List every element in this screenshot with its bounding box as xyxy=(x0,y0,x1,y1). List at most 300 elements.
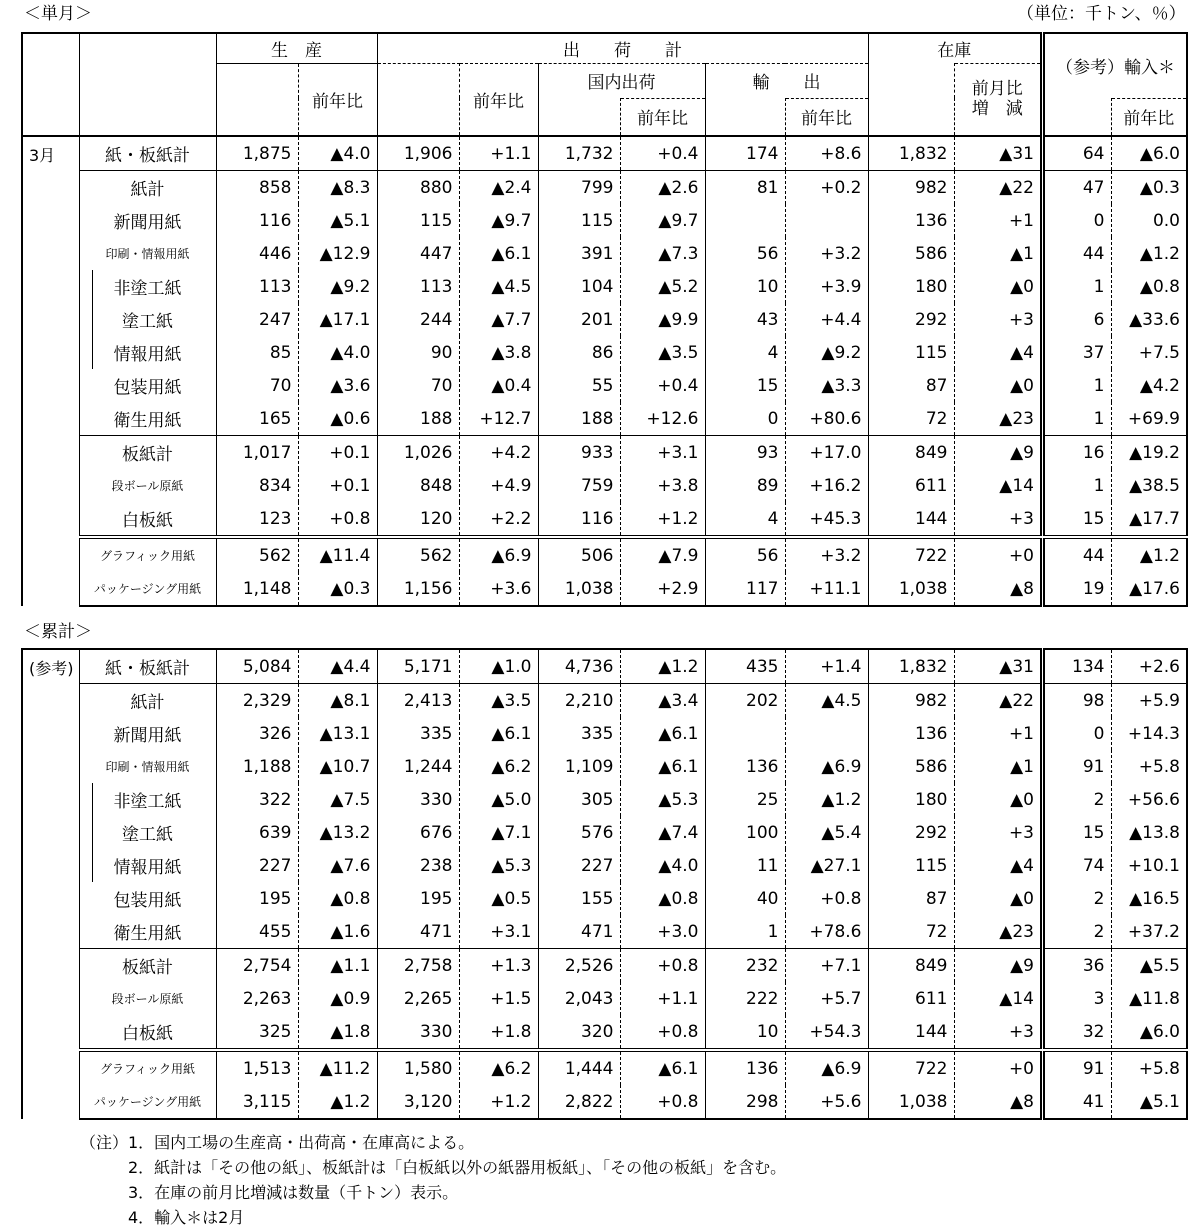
import-row xyxy=(1044,171,1187,205)
table-cell: ▲4.4 xyxy=(298,649,377,684)
table-cell: +4.2 xyxy=(459,436,538,470)
import-cell: 1 xyxy=(1044,270,1111,303)
row-label: 塗工紙 xyxy=(79,816,216,849)
table-row xyxy=(22,1085,1041,1119)
table-row xyxy=(22,649,1041,684)
row-label: 情報用紙 xyxy=(79,336,216,369)
table-cell: 1,017 xyxy=(216,436,298,470)
table-cell xyxy=(705,204,785,237)
import-cell: 32 xyxy=(1044,1015,1111,1050)
table-cell: ▲4.5 xyxy=(459,270,538,303)
table-cell: 100 xyxy=(705,816,785,849)
note-3: 3．在庫の前月比増減は数量（千トン）表示。 xyxy=(128,1183,459,1202)
table-row xyxy=(22,369,1041,402)
import-row xyxy=(1044,783,1187,816)
table-cell: 849 xyxy=(868,949,954,983)
table-cell: 4 xyxy=(705,336,785,369)
table-cell: +12.6 xyxy=(620,402,705,436)
table-cell: 982 xyxy=(868,684,954,718)
table-cell: ▲5.0 xyxy=(459,783,538,816)
table-cell: +2.2 xyxy=(459,502,538,537)
table-cell: +0.8 xyxy=(620,1085,705,1119)
import-row xyxy=(1044,303,1187,336)
table-cell: 195 xyxy=(377,882,459,915)
import-cell: ▲5.5 xyxy=(1111,949,1187,983)
table-row xyxy=(22,537,1041,572)
table-cell: 320 xyxy=(538,1015,620,1050)
table-cell: ▲11.2 xyxy=(298,1050,377,1085)
table-cell: 639 xyxy=(216,816,298,849)
table-cell: ▲9.9 xyxy=(620,303,705,336)
import-cell: 2 xyxy=(1044,915,1111,949)
table-cell: +54.3 xyxy=(785,1015,868,1050)
table-cell: 880 xyxy=(377,171,459,205)
table-cell: 2,263 xyxy=(216,982,298,1015)
table-cell: 120 xyxy=(377,502,459,537)
table-cell: 447 xyxy=(377,237,459,270)
row-label: 非塗工紙 xyxy=(79,783,216,816)
import-row xyxy=(1044,204,1187,237)
table-cell: ▲14 xyxy=(954,469,1041,502)
header-import-ref: （参考）輸入＊ xyxy=(1044,33,1187,98)
table-cell: ▲2.4 xyxy=(459,171,538,205)
table-row xyxy=(22,402,1041,436)
import-cell: 19 xyxy=(1044,572,1111,606)
import-cell: 0.0 xyxy=(1111,204,1187,237)
table-cell: 90 xyxy=(377,336,459,369)
table-cell: ▲1 xyxy=(954,750,1041,783)
row-label: 印刷・情報用紙 xyxy=(79,750,216,783)
table-cell: +3.2 xyxy=(785,537,868,572)
cumulative-table xyxy=(21,648,1042,1120)
import-row xyxy=(1044,136,1187,171)
cumulative-import-table xyxy=(1043,648,1188,1120)
table-cell: ▲11.4 xyxy=(298,537,377,572)
table-cell: 1,038 xyxy=(868,572,954,606)
table-cell: ▲1 xyxy=(954,237,1041,270)
table-cell: +1.4 xyxy=(785,649,868,684)
table-cell: 471 xyxy=(377,915,459,949)
import-cell: 1 xyxy=(1044,369,1111,402)
table-cell: ▲9.7 xyxy=(459,204,538,237)
import-row xyxy=(1044,915,1187,949)
import-cell: +5.9 xyxy=(1111,684,1187,718)
table-cell: 586 xyxy=(868,750,954,783)
table-cell: 1,026 xyxy=(377,436,459,470)
table-cell: +16.2 xyxy=(785,469,868,502)
table-cell: ▲6.2 xyxy=(459,1050,538,1085)
header-domestic: 国内出荷 xyxy=(538,63,705,98)
table-cell: +1.3 xyxy=(459,949,538,983)
table-cell: 89 xyxy=(705,469,785,502)
import-cell: 16 xyxy=(1044,436,1111,470)
table-cell: ▲8.1 xyxy=(298,684,377,718)
table-cell xyxy=(705,717,785,750)
table-cell: 298 xyxy=(705,1085,785,1119)
table-cell: +3.0 xyxy=(620,915,705,949)
table-cell: +1.2 xyxy=(459,1085,538,1119)
table-cell: 116 xyxy=(216,204,298,237)
table-cell: 2,329 xyxy=(216,684,298,718)
table-cell: 202 xyxy=(705,684,785,718)
import-cell: +69.9 xyxy=(1111,402,1187,436)
table-cell: ▲9 xyxy=(954,436,1041,470)
table-cell: ▲13.2 xyxy=(298,816,377,849)
table-cell: 165 xyxy=(216,402,298,436)
table-cell: 72 xyxy=(868,402,954,436)
table-cell: 222 xyxy=(705,982,785,1015)
table-cell: 2,754 xyxy=(216,949,298,983)
table-cell: ▲6.9 xyxy=(785,750,868,783)
table-cell: 93 xyxy=(705,436,785,470)
table-cell: ▲3.8 xyxy=(459,336,538,369)
table-cell xyxy=(785,204,868,237)
import-cell: ▲0.3 xyxy=(1111,171,1187,205)
table-cell: 3,120 xyxy=(377,1085,459,1119)
table-cell xyxy=(785,717,868,750)
table-cell: 1,244 xyxy=(377,750,459,783)
table-cell: ▲0.5 xyxy=(459,882,538,915)
header-inventory: 在庫 xyxy=(868,33,1041,63)
import-cell: 2 xyxy=(1044,783,1111,816)
table-cell: 2,043 xyxy=(538,982,620,1015)
table-cell: +78.6 xyxy=(785,915,868,949)
import-cell: 41 xyxy=(1044,1085,1111,1119)
header-export: 輸 出 xyxy=(705,63,868,98)
import-cell: +5.8 xyxy=(1111,1050,1187,1085)
table-cell: ▲0 xyxy=(954,270,1041,303)
table-row xyxy=(22,717,1041,750)
import-row xyxy=(1044,502,1187,537)
table-cell: 325 xyxy=(216,1015,298,1050)
table-cell: 116 xyxy=(538,502,620,537)
table-row xyxy=(22,237,1041,270)
table-cell: +3 xyxy=(954,303,1041,336)
table-cell: ▲5.3 xyxy=(459,849,538,882)
table-cell: 180 xyxy=(868,783,954,816)
table-cell: ▲0.8 xyxy=(620,882,705,915)
row-label: 紙・板紙計 xyxy=(79,649,216,684)
table-cell: 195 xyxy=(216,882,298,915)
table-cell: +0.4 xyxy=(620,136,705,171)
table-cell: +17.0 xyxy=(785,436,868,470)
table-cell: ▲1.2 xyxy=(298,1085,377,1119)
table-cell: ▲9.2 xyxy=(785,336,868,369)
import-cell: 98 xyxy=(1044,684,1111,718)
import-cell: ▲38.5 xyxy=(1111,469,1187,502)
row-label: 紙計 xyxy=(79,171,216,205)
table-cell: 2,210 xyxy=(538,684,620,718)
table-cell: ▲14 xyxy=(954,982,1041,1015)
table-cell: ▲17.1 xyxy=(298,303,377,336)
table-cell: +0 xyxy=(954,1050,1041,1085)
import-row xyxy=(1044,816,1187,849)
table-cell: 1,038 xyxy=(538,572,620,606)
import-cell: +2.6 xyxy=(1111,649,1187,684)
import-row xyxy=(1044,1015,1187,1050)
table-cell: 174 xyxy=(705,136,785,171)
table-cell: +1.5 xyxy=(459,982,538,1015)
table-cell: ▲1.2 xyxy=(785,783,868,816)
table-row xyxy=(22,336,1041,369)
import-cell: 91 xyxy=(1044,1050,1111,1085)
table-row xyxy=(22,750,1041,783)
table-row xyxy=(22,949,1041,983)
table-cell: 115 xyxy=(377,204,459,237)
table-cell: +45.3 xyxy=(785,502,868,537)
row-label: 包装用紙 xyxy=(79,369,216,402)
table-cell: 2,413 xyxy=(377,684,459,718)
table-cell: 326 xyxy=(216,717,298,750)
table-cell: ▲7.3 xyxy=(620,237,705,270)
import-cell: +14.3 xyxy=(1111,717,1187,750)
import-cell: +37.2 xyxy=(1111,915,1187,949)
table-cell: +3.2 xyxy=(785,237,868,270)
table-cell: 446 xyxy=(216,237,298,270)
table-cell: 1,832 xyxy=(868,649,954,684)
table-cell: +1.8 xyxy=(459,1015,538,1050)
table-cell: 2,822 xyxy=(538,1085,620,1119)
table-cell: 55 xyxy=(538,369,620,402)
import-cell: 15 xyxy=(1044,816,1111,849)
row-label: 紙・板紙計 xyxy=(79,136,216,171)
import-row xyxy=(1044,436,1187,470)
row-label: 段ボール原紙 xyxy=(79,982,216,1015)
table-cell: 435 xyxy=(705,649,785,684)
import-row xyxy=(1044,717,1187,750)
row-label: パッケージング用紙 xyxy=(79,572,216,606)
table-cell: ▲31 xyxy=(954,136,1041,171)
table-cell: ▲3.3 xyxy=(785,369,868,402)
row-label: 衛生用紙 xyxy=(79,915,216,949)
table-cell: 1,580 xyxy=(377,1050,459,1085)
table-cell: 123 xyxy=(216,502,298,537)
table-cell: 136 xyxy=(868,717,954,750)
table-cell: +0.4 xyxy=(620,369,705,402)
table-cell: ▲7.6 xyxy=(298,849,377,882)
table-cell: ▲0 xyxy=(954,882,1041,915)
table-cell: +3 xyxy=(954,1015,1041,1050)
import-row xyxy=(1044,1085,1187,1119)
header-production: 生 産 xyxy=(216,33,377,63)
import-cell: 44 xyxy=(1044,537,1111,572)
table-cell: +1.1 xyxy=(459,136,538,171)
import-cell: 0 xyxy=(1044,717,1111,750)
table-row xyxy=(22,270,1041,303)
monthly-table xyxy=(21,32,1042,607)
table-cell: 85 xyxy=(216,336,298,369)
table-row xyxy=(22,171,1041,205)
table-cell: 56 xyxy=(705,237,785,270)
import-row xyxy=(1044,336,1187,369)
table-row xyxy=(22,572,1041,606)
table-cell: +0.8 xyxy=(298,502,377,537)
table-cell: ▲0 xyxy=(954,783,1041,816)
header-import-yoy: 前年比 xyxy=(1111,98,1187,136)
table-row xyxy=(22,502,1041,537)
table-row xyxy=(22,684,1041,718)
import-cell: ▲0.8 xyxy=(1111,270,1187,303)
table-cell: ▲7.9 xyxy=(620,537,705,572)
table-cell: ▲4 xyxy=(954,336,1041,369)
row-label: 紙計 xyxy=(79,684,216,718)
table-cell: ▲1.0 xyxy=(459,649,538,684)
table-cell: 10 xyxy=(705,1015,785,1050)
header-domestic-yoy: 前年比 xyxy=(620,98,705,136)
table-cell: +11.1 xyxy=(785,572,868,606)
table-cell: 117 xyxy=(705,572,785,606)
table-cell: +3.1 xyxy=(620,436,705,470)
table-cell: ▲6.1 xyxy=(459,237,538,270)
table-cell: 1,732 xyxy=(538,136,620,171)
table-cell: ▲12.9 xyxy=(298,237,377,270)
row-label: 新聞用紙 xyxy=(79,204,216,237)
table-cell: +0 xyxy=(954,537,1041,572)
table-cell: ▲5.3 xyxy=(620,783,705,816)
import-cell: ▲1.2 xyxy=(1111,537,1187,572)
table-cell: ▲22 xyxy=(954,171,1041,205)
table-cell: 144 xyxy=(868,1015,954,1050)
table-cell: 305 xyxy=(538,783,620,816)
table-cell: +0.1 xyxy=(298,436,377,470)
import-cell: ▲17.6 xyxy=(1111,572,1187,606)
table-cell: 136 xyxy=(705,750,785,783)
import-row xyxy=(1044,982,1187,1015)
table-cell: 1,038 xyxy=(868,1085,954,1119)
table-cell: 104 xyxy=(538,270,620,303)
table-cell: ▲3.5 xyxy=(620,336,705,369)
table-cell: ▲8 xyxy=(954,572,1041,606)
row-label: 衛生用紙 xyxy=(79,402,216,436)
row-label: 非塗工紙 xyxy=(79,270,216,303)
import-row xyxy=(1044,237,1187,270)
table-cell: 2,526 xyxy=(538,949,620,983)
table-cell: ▲0 xyxy=(954,369,1041,402)
import-cell: ▲16.5 xyxy=(1111,882,1187,915)
import-cell: 91 xyxy=(1044,750,1111,783)
table-cell: 136 xyxy=(868,204,954,237)
table-cell: 722 xyxy=(868,1050,954,1085)
table-cell: +7.1 xyxy=(785,949,868,983)
table-cell: 188 xyxy=(377,402,459,436)
import-cell: 1 xyxy=(1044,469,1111,502)
table-cell: ▲3.4 xyxy=(620,684,705,718)
import-row xyxy=(1044,649,1187,684)
table-cell: 759 xyxy=(538,469,620,502)
table-row xyxy=(22,816,1041,849)
import-row xyxy=(1044,369,1187,402)
note-1: （注）1．国内工場の生産高・出荷高・在庫高による。 xyxy=(80,1133,475,1152)
table-cell: ▲2.6 xyxy=(620,171,705,205)
table-cell: ▲4 xyxy=(954,849,1041,882)
table-cell: 292 xyxy=(868,303,954,336)
section-monthly-label: ＜単月＞ xyxy=(24,4,92,24)
table-cell: +0.1 xyxy=(298,469,377,502)
import-cell: +7.5 xyxy=(1111,336,1187,369)
table-cell: 113 xyxy=(216,270,298,303)
table-cell: ▲10.7 xyxy=(298,750,377,783)
table-cell: ▲1.6 xyxy=(298,915,377,949)
table-cell: +0.8 xyxy=(620,1015,705,1050)
table-row xyxy=(22,204,1041,237)
table-cell: 70 xyxy=(377,369,459,402)
table-cell: 56 xyxy=(705,537,785,572)
table-row xyxy=(22,783,1041,816)
table-cell: 799 xyxy=(538,171,620,205)
table-cell: ▲0.9 xyxy=(298,982,377,1015)
table-cell: 1 xyxy=(705,915,785,949)
table-cell: ▲0.6 xyxy=(298,402,377,436)
import-cell: ▲5.1 xyxy=(1111,1085,1187,1119)
table-cell: ▲9.2 xyxy=(298,270,377,303)
table-cell: 1,513 xyxy=(216,1050,298,1085)
import-cell: 1 xyxy=(1044,402,1111,436)
table-cell: ▲4.5 xyxy=(785,684,868,718)
row-label: 板紙計 xyxy=(79,436,216,470)
row-label: 印刷・情報用紙 xyxy=(79,237,216,270)
header-shipments-yoy: 前年比 xyxy=(459,63,538,136)
import-cell: ▲11.8 xyxy=(1111,982,1187,1015)
row-label: 塗工紙 xyxy=(79,303,216,336)
import-cell: 64 xyxy=(1044,136,1111,171)
table-cell: +3 xyxy=(954,502,1041,537)
table-cell: ▲6.1 xyxy=(459,717,538,750)
import-row xyxy=(1044,750,1187,783)
row-label: 情報用紙 xyxy=(79,849,216,882)
table-cell: ▲7.4 xyxy=(620,816,705,849)
table-cell: 1,156 xyxy=(377,572,459,606)
unit-label: （単位：千トン、％） xyxy=(1017,4,1186,24)
table-cell: ▲23 xyxy=(954,915,1041,949)
table-cell: 562 xyxy=(216,537,298,572)
import-row xyxy=(1044,270,1187,303)
table-cell: ▲7.7 xyxy=(459,303,538,336)
row-label: 新聞用紙 xyxy=(79,717,216,750)
import-cell: 47 xyxy=(1044,171,1111,205)
table-row xyxy=(22,436,1041,470)
table-row xyxy=(22,915,1041,949)
table-cell: 335 xyxy=(538,717,620,750)
table-cell: ▲5.2 xyxy=(620,270,705,303)
import-cell: 0 xyxy=(1044,204,1111,237)
period-label: (参考) xyxy=(22,649,79,1119)
table-cell: +4.9 xyxy=(459,469,538,502)
import-cell: +5.8 xyxy=(1111,750,1187,783)
import-cell: 6 xyxy=(1044,303,1111,336)
table-cell: 0 xyxy=(705,402,785,436)
import-cell: ▲17.7 xyxy=(1111,502,1187,537)
table-row xyxy=(22,882,1041,915)
section-cumulative-label: ＜累計＞ xyxy=(24,622,92,642)
header-mom-change: 前月比 増 減 xyxy=(954,63,1041,136)
table-cell: 144 xyxy=(868,502,954,537)
import-row xyxy=(1044,572,1187,606)
import-cell: 37 xyxy=(1044,336,1111,369)
table-row xyxy=(22,1015,1041,1050)
import-cell: 134 xyxy=(1044,649,1111,684)
table-cell: 244 xyxy=(377,303,459,336)
table-cell: ▲1.1 xyxy=(298,949,377,983)
import-cell: 36 xyxy=(1044,949,1111,983)
table-cell: 81 xyxy=(705,171,785,205)
table-cell: 180 xyxy=(868,270,954,303)
table-cell: ▲9 xyxy=(954,949,1041,983)
import-cell: +56.6 xyxy=(1111,783,1187,816)
monthly-import-body xyxy=(1044,136,1187,606)
table-cell: 87 xyxy=(868,369,954,402)
table-cell: 113 xyxy=(377,270,459,303)
notes xyxy=(80,1130,786,1230)
